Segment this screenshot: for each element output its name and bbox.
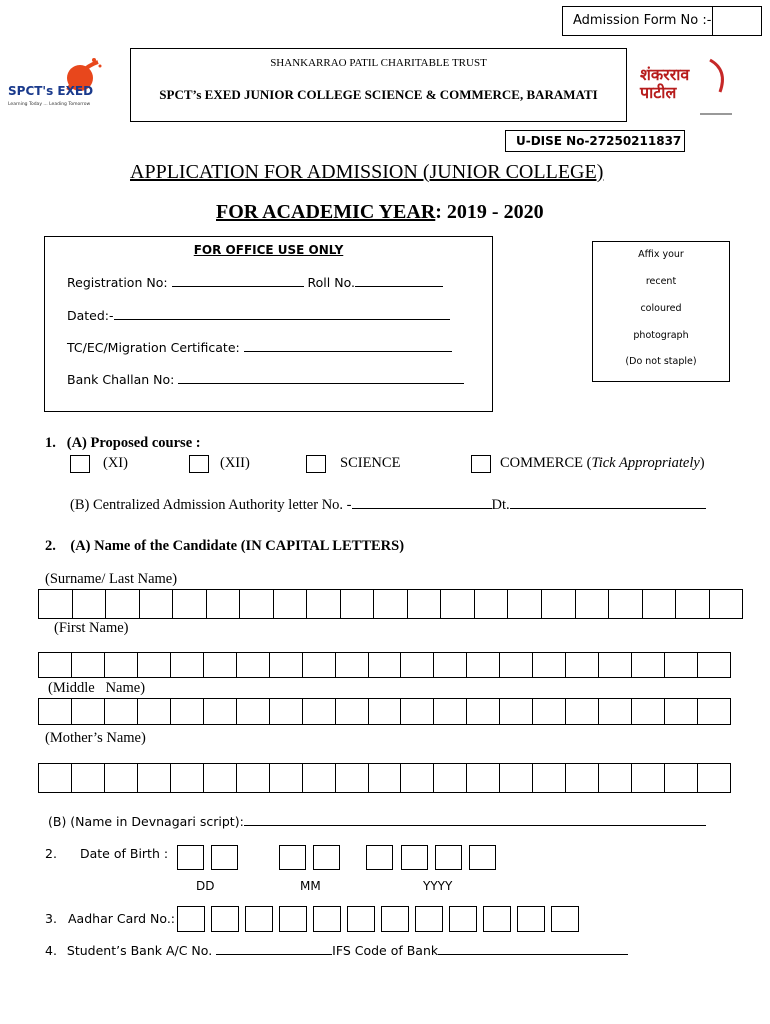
surname-grid[interactable] [38, 589, 743, 619]
letter-cell[interactable] [105, 698, 138, 725]
commerce-label: COMMERCE ( [500, 455, 592, 471]
ifs-field[interactable] [438, 954, 628, 955]
dob-year-1[interactable] [366, 845, 393, 870]
college-logo [8, 50, 118, 120]
logo-tagline: Learning Today ... Leading Tomorrow [8, 102, 91, 107]
letter-cell[interactable] [307, 589, 341, 619]
letter-cell[interactable] [138, 652, 171, 678]
letter-cell[interactable] [632, 652, 665, 678]
cap-letter-field[interactable] [352, 508, 492, 509]
bank-label: Student’s Bank A/C No. [66, 943, 213, 958]
tc-label: TC/EC/Migration Certificate: [67, 340, 240, 355]
admission-form-no-input[interactable] [712, 6, 762, 36]
ifs-label: IFS Code of Bank [332, 943, 439, 958]
commerce-close: ) [699, 455, 705, 471]
letter-cell[interactable] [632, 763, 665, 793]
science-label: SCIENCE [340, 455, 401, 471]
letter-cell[interactable] [237, 698, 270, 725]
letter-cell[interactable] [408, 589, 442, 619]
letter-cell[interactable] [39, 589, 73, 619]
roll-field[interactable] [355, 286, 443, 287]
letter-cell[interactable] [303, 698, 336, 725]
challan-row [67, 372, 464, 387]
aadhar-digit-box[interactable] [313, 906, 341, 932]
letter-cell[interactable] [270, 698, 303, 725]
xii-checkbox[interactable] [189, 455, 209, 473]
letter-cell[interactable] [566, 698, 599, 725]
letter-cell[interactable] [72, 652, 105, 678]
udise-number: U-DISE No-27250211837 [516, 134, 682, 148]
academic-year-label: FOR ACADEMIC YEAR [216, 201, 436, 223]
letter-cell[interactable] [72, 698, 105, 725]
letter-cell[interactable] [698, 763, 731, 793]
candidate-name-heading: 2. (A) Name of the Candidate (IN CAPITAL LETTERS) [45, 538, 405, 554]
photo-line-1: Affix your [638, 249, 684, 260]
letter-cell[interactable] [369, 763, 402, 793]
letter-cell[interactable] [270, 652, 303, 678]
dob-year-3[interactable] [435, 845, 462, 870]
dob-dd-label: DD [196, 879, 215, 893]
letter-cell[interactable] [39, 763, 72, 793]
academic-year-value: : 2019 - 2020 [435, 201, 544, 223]
letter-cell[interactable] [105, 652, 138, 678]
letter-cell[interactable] [171, 763, 204, 793]
letter-cell[interactable] [467, 763, 500, 793]
letter-cell[interactable] [434, 652, 467, 678]
letter-cell[interactable] [140, 589, 174, 619]
dob-number: 2. [45, 846, 57, 861]
science-checkbox[interactable] [306, 455, 326, 473]
mother-name-label: (Mother’s Name) [45, 730, 146, 746]
letter-cell[interactable] [171, 698, 204, 725]
mother-name-grid[interactable] [38, 763, 731, 793]
aadhar-digit-box[interactable] [177, 906, 205, 932]
letter-cell[interactable] [374, 589, 408, 619]
letter-cell[interactable] [533, 763, 566, 793]
photo-line-2: recent [645, 276, 677, 287]
devnagari-field[interactable] [244, 825, 706, 826]
letter-cell[interactable] [39, 652, 72, 678]
middle-name-label: (Middle Name) [48, 680, 146, 696]
devnagari-label: (B) (Name in Devnagari script): [48, 814, 244, 829]
letter-cell[interactable] [500, 698, 533, 725]
tc-row [67, 340, 452, 355]
letter-cell[interactable] [341, 589, 375, 619]
xii-label: (XII) [220, 455, 250, 471]
middle-name-grid[interactable] [38, 698, 731, 725]
registration-label: Registration No: [67, 275, 168, 290]
letter-cell[interactable] [467, 698, 500, 725]
challan-field[interactable] [178, 383, 464, 384]
dob-month-2[interactable] [313, 845, 340, 870]
proposed-course-heading: 1. (A) Proposed course : [45, 435, 201, 451]
letter-cell[interactable] [173, 589, 207, 619]
xi-label: (XI) [103, 455, 128, 471]
registration-field[interactable] [172, 286, 304, 287]
dob-year-2[interactable] [401, 845, 428, 870]
letter-cell[interactable] [204, 652, 237, 678]
letter-cell[interactable] [171, 652, 204, 678]
letter-cell[interactable] [401, 652, 434, 678]
letter-cell[interactable] [369, 698, 402, 725]
letter-cell[interactable] [533, 698, 566, 725]
letter-cell[interactable] [467, 652, 500, 678]
trust-logo-text: शंकरराव पाटील [640, 65, 690, 102]
academic-year [216, 201, 544, 224]
letter-cell[interactable] [72, 763, 105, 793]
letter-cell[interactable] [401, 763, 434, 793]
dated-field[interactable] [114, 319, 450, 320]
letter-cell[interactable] [475, 589, 509, 619]
letter-cell[interactable] [500, 652, 533, 678]
letter-cell[interactable] [599, 698, 632, 725]
dob-label: Date of Birth : [80, 846, 169, 861]
commerce-label-row [500, 455, 705, 472]
letter-cell[interactable] [698, 698, 731, 725]
photo-line-5: (Do not staple) [625, 356, 697, 367]
dob-month-1[interactable] [279, 845, 306, 870]
first-name-grid[interactable] [38, 652, 731, 678]
bank-account-field[interactable] [216, 954, 332, 955]
letter-cell[interactable] [39, 698, 72, 725]
challan-label: Bank Challan No: [67, 372, 175, 387]
aadhar-label: Aadhar Card No.: [68, 911, 176, 926]
letter-cell[interactable] [500, 763, 533, 793]
dob-day-1[interactable] [177, 845, 204, 870]
letter-cell[interactable] [698, 652, 731, 678]
letter-cell[interactable] [106, 589, 140, 619]
trust-name: SHANKARRAO PATIL CHARITABLE TRUST [270, 57, 487, 69]
letter-cell[interactable] [434, 698, 467, 725]
trust-logo [640, 52, 740, 122]
aadhar-digit-box[interactable] [483, 906, 511, 932]
cap-date-field[interactable] [510, 508, 706, 509]
letter-cell[interactable] [632, 698, 665, 725]
logo-text: SPCT's EXED [8, 84, 94, 98]
aadhar-digit-box[interactable] [381, 906, 409, 932]
cap-dt-label: Dt. [491, 497, 510, 513]
letter-cell[interactable] [599, 652, 632, 678]
letter-cell[interactable] [336, 698, 369, 725]
letter-cell[interactable] [665, 763, 698, 793]
dob-day-2[interactable] [211, 845, 238, 870]
dated-label: Dated:- [67, 308, 114, 323]
letter-cell[interactable] [665, 652, 698, 678]
letter-cell[interactable] [240, 589, 274, 619]
letter-cell[interactable] [204, 763, 237, 793]
photo-line-4: photograph [633, 330, 689, 341]
letter-cell[interactable] [401, 698, 434, 725]
letter-cell[interactable] [710, 589, 744, 619]
letter-cell[interactable] [73, 589, 107, 619]
photo-line-3: coloured [640, 303, 682, 314]
dated-row [67, 308, 450, 323]
aadhar-digit-box[interactable] [415, 906, 443, 932]
bank-row [45, 943, 628, 958]
devnagari-row [48, 814, 706, 829]
aadhar-digit-box[interactable] [211, 906, 239, 932]
xi-checkbox[interactable] [70, 455, 90, 473]
surname-label: (Surname/ Last Name) [45, 571, 178, 587]
aadhar-number: 3. [45, 911, 57, 926]
dob-yyyy-label: YYYY [423, 879, 453, 893]
letter-cell[interactable] [204, 698, 237, 725]
letter-cell[interactable] [237, 652, 270, 678]
page-title: APPLICATION FOR ADMISSION (JUNIOR COLLEGE) [130, 161, 604, 183]
bank-number: 4. [45, 943, 57, 958]
letter-cell[interactable] [643, 589, 677, 619]
cap-letter-label: (B) Centralized Admission Authority letter No. - [70, 497, 352, 513]
aadhar-digit-box[interactable] [347, 906, 375, 932]
dob-year-4[interactable] [469, 845, 496, 870]
aadhar-digit-box[interactable] [279, 906, 307, 932]
aadhar-digit-box[interactable] [245, 906, 273, 932]
letter-cell[interactable] [576, 589, 610, 619]
letter-cell[interactable] [270, 763, 303, 793]
letter-cell[interactable] [138, 763, 171, 793]
letter-cell[interactable] [676, 589, 710, 619]
letter-cell[interactable] [207, 589, 241, 619]
letter-cell[interactable] [303, 652, 336, 678]
letter-cell[interactable] [336, 652, 369, 678]
admission-form-no-label: Admission Form No :- [573, 13, 712, 28]
commerce-checkbox[interactable] [471, 455, 491, 473]
first-name-label: (First Name) [54, 620, 129, 636]
letter-cell[interactable] [336, 763, 369, 793]
letter-cell[interactable] [542, 589, 576, 619]
letter-cell[interactable] [609, 589, 643, 619]
cap-letter-row [70, 497, 706, 514]
college-name: SPCT’s EXED JUNIOR COLLEGE SCIENCE & COMMERCE, BARAMATI [159, 87, 598, 102]
letter-cell[interactable] [369, 652, 402, 678]
letter-cell[interactable] [105, 763, 138, 793]
letter-cell[interactable] [138, 698, 171, 725]
aadhar-digit-box[interactable] [449, 906, 477, 932]
roll-label: Roll No. [307, 275, 355, 290]
letter-cell[interactable] [441, 589, 475, 619]
letter-cell[interactable] [508, 589, 542, 619]
tick-note: Tick Appropriately [591, 455, 700, 471]
letter-cell[interactable] [566, 763, 599, 793]
registration-row [67, 275, 443, 290]
letter-cell[interactable] [566, 652, 599, 678]
aadhar-digit-box[interactable] [551, 906, 579, 932]
letter-cell[interactable] [434, 763, 467, 793]
office-use-heading: FOR OFFICE USE ONLY [193, 243, 344, 257]
dob-mm-label: MM [300, 879, 321, 893]
letter-cell[interactable] [533, 652, 566, 678]
letter-cell[interactable] [665, 698, 698, 725]
tc-field[interactable] [244, 351, 452, 352]
aadhar-digit-box[interactable] [517, 906, 545, 932]
letter-cell[interactable] [303, 763, 336, 793]
letter-cell[interactable] [599, 763, 632, 793]
letter-cell[interactable] [274, 589, 308, 619]
letter-cell[interactable] [237, 763, 270, 793]
